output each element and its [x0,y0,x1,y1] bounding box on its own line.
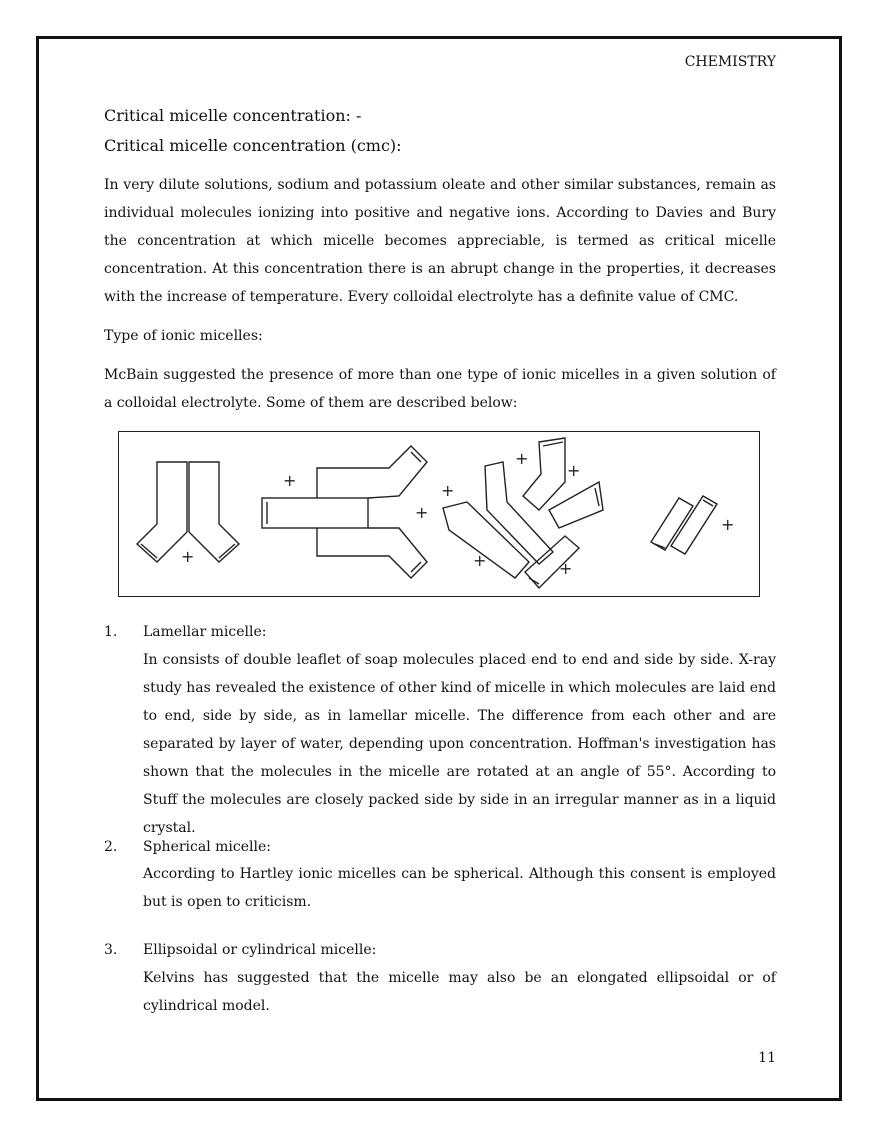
micelle-group-rods [651,496,734,554]
item-3-body: Kelvins has suggested that the micelle may also be an elongated ellipsoidal or of cylindrical model. [143,970,776,1014]
item-1-body: In consists of double leaflet of soap molecules placed end to end and side by side. X-ray study has revealed the existence of other kind of micelle in which molecules are laid end to end, side by side, as in lamellar micelle. The difference from each other and are separated by layer of water, depending upon concentration. Hoffman's investigation has shown that the molecules in the micelle are rotated at an angle of 55°. According to Stuff the molecules are closely packed side by side in an irregular manner as in a liquid crystal. [143,652,776,836]
heading-critical-micelle: Critical micelle concentration: - [104,106,362,125]
item-1-title: Lamellar micelle: [143,624,267,640]
charge-plus: + [721,515,735,534]
charge-plus: + [441,481,455,500]
charge-plus: + [473,551,487,570]
micelle-group-cluster [441,438,603,588]
item-1-number: 1. [104,624,118,640]
page-number: 11 [758,1050,776,1066]
charge-plus: + [415,503,429,522]
item-2-number: 2. [104,839,118,855]
charge-plus: + [559,559,573,578]
charge-plus: + [567,461,581,480]
types-paragraph: McBain suggested the presence of more than one type of ionic micelles in a given solution of a colloidal electrolyte. Some of them are described below: [104,367,776,411]
charge-plus: + [181,547,195,566]
charge-plus: + [283,471,297,490]
micelle-diagram [119,432,759,595]
item-2-title: Spherical micelle: [143,839,271,855]
item-3-title: Ellipsoidal or cylindrical micelle: [143,942,377,958]
intro-paragraph: In very dilute solutions, sodium and potassium oleate and other similar substances, remain as individual molecules ionizing into positive and negative ions. According to Davies and Bury the concentration at which micelle becomes appreciable, is termed as critical micelle concentration. At this concentration there is an abrupt change in the properties, it decreases with the increase of temperature. Every colloidal electrolyte has a definite value of CMC. [104,177,776,305]
heading-types-ionic-micelles: Type of ionic micelles: [104,328,263,344]
item-2-body: According to Hartley ionic micelles can be spherical. Although this consent is employed but is open to criticism. [143,866,776,910]
micelle-group-y-shape [137,462,239,566]
micelle-group-lamellar [262,446,428,578]
micelle-types-figure [118,431,760,597]
page-header-subject: CHEMISTRY [684,54,776,70]
heading-cmc: Critical micelle concentration (cmc): [104,136,402,155]
charge-plus: + [515,449,529,468]
item-3-number: 3. [104,942,118,958]
